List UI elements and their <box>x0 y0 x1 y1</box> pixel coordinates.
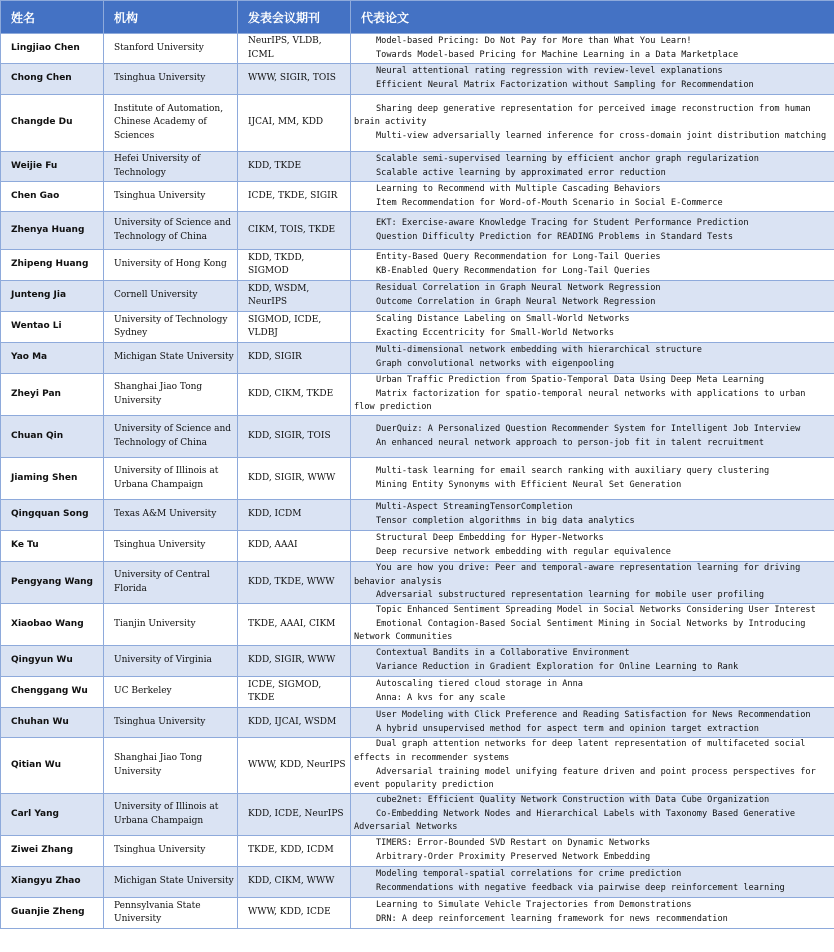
papers-cell <box>351 500 834 531</box>
name-cell: Weijie Fu <box>1 152 104 182</box>
table-body <box>1 34 834 929</box>
paper-title: Outcome Correlation in Graph Neural Network Regression <box>376 297 656 307</box>
paper-title: Efficient Neural Matrix Factorization without Sampling for Recommendation <box>376 80 754 90</box>
venues-cell: ICDE, SIGMOD, TKDE <box>238 677 351 708</box>
institution-cell: University of Illinois at Urbana Champaign <box>104 794 238 836</box>
table-row <box>1 95 834 152</box>
paper-title: Dual graph attention networks for deep latent representation of multifaceted social effects in recommender systems <box>354 739 806 763</box>
venues-cell: KDD, TKDD, SIGMOD <box>238 250 351 281</box>
paper-title: Recommendations with negative feedback via pairwise deep reinforcement learning <box>376 883 785 893</box>
table-row <box>1 708 834 738</box>
header-papers: 代表论文 <box>351 1 834 34</box>
name-cell: Lingjiao Chen <box>1 34 104 64</box>
table-row <box>1 281 834 312</box>
paper-title: Topic Enhanced Sentiment Spreading Model in Social Networks Considering User Interest <box>376 605 816 616</box>
name-cell: Chuan Qin <box>1 416 104 458</box>
paper-title: Scalable active learning by approximated error reduction <box>376 167 666 178</box>
paper-title: Learning to Recommend with Multiple Cascading Behaviors <box>376 183 661 194</box>
paper-title: Neural attentional rating regression with review-level explanations <box>376 66 723 77</box>
institution-cell: University of Science and Technology of China <box>104 416 238 458</box>
papers-cell <box>351 836 834 867</box>
institution-cell: Michigan State University <box>104 867 238 898</box>
paper-title: cube2net: Efficient Quality Network Construction with Data Cube Organization <box>376 795 770 806</box>
institution-cell: Texas A&M University <box>104 500 238 531</box>
paper-title: Scalable semi-supervised learning by efficient anchor graph regularization <box>376 153 759 164</box>
paper-title: Mining Entity Synonyms with Efficient Neural Set Generation <box>376 479 682 490</box>
table-row <box>1 374 834 416</box>
table-row <box>1 604 834 646</box>
papers-cell <box>351 898 834 929</box>
papers-cell <box>351 152 834 182</box>
name-cell: Pengyang Wang <box>1 562 104 604</box>
table-row <box>1 34 834 64</box>
papers-cell <box>351 738 834 794</box>
paper-title: Modeling temporal-spatial correlations for crime prediction <box>376 869 682 880</box>
venues-cell: WWW, SIGIR, TOIS <box>238 64 351 95</box>
name-cell: Guanjie Zheng <box>1 898 104 929</box>
papers-cell <box>351 343 834 374</box>
paper-title: Anna: A kvs for any scale <box>376 693 506 703</box>
paper-title: DuerQuiz: A Personalized Question Recommender System for Intelligent Job Interview <box>376 423 801 434</box>
name-cell: Qingquan Song <box>1 500 104 531</box>
institution-cell: Tsinghua University <box>104 531 238 562</box>
venues-cell: KDD, WSDM, NeurIPS <box>238 281 351 312</box>
venues-cell: KDD, CIKM, WWW <box>238 867 351 898</box>
table-row <box>1 531 834 562</box>
institution-cell: Michigan State University <box>104 343 238 374</box>
name-cell: Chen Gao <box>1 182 104 212</box>
name-cell: Junteng Jia <box>1 281 104 312</box>
table-row <box>1 500 834 531</box>
table-row <box>1 867 834 898</box>
venues-cell: SIGMOD, ICDE, VLDBJ <box>238 312 351 343</box>
institution-cell: UC Berkeley <box>104 677 238 708</box>
institution-cell: Shanghai Jiao Tong University <box>104 738 238 794</box>
venues-cell: KDD, ICDE, NeurIPS <box>238 794 351 836</box>
papers-cell <box>351 458 834 500</box>
venues-cell: TKDE, AAAI, CIKM <box>238 604 351 646</box>
paper-title: You are how you drive: Peer and temporal-aware representation learning for driving behavior analysis <box>354 563 801 587</box>
table-row <box>1 898 834 929</box>
papers-cell <box>351 250 834 281</box>
name-cell: Qitian Wu <box>1 738 104 794</box>
paper-title: Contextual Bandits in a Collaborative Environment <box>376 648 630 659</box>
paper-title: Autoscaling tiered cloud storage in Anna <box>376 679 583 690</box>
venues-cell: IJCAI, MM, KDD <box>238 95 351 152</box>
table-row <box>1 343 834 374</box>
paper-title: Item Recommendation for Word-of-Mouth Scenario in Social E-Commerce <box>376 197 723 208</box>
paper-title: Multi-task learning for email search ranking with auxiliary query clustering <box>376 465 770 476</box>
paper-title: Residual Correlation in Graph Neural Network Regression <box>376 283 661 294</box>
institution-cell: Tianjin University <box>104 604 238 646</box>
table-row <box>1 250 834 281</box>
venues-cell: KDD, SIGIR, WWW <box>238 458 351 500</box>
papers-cell <box>351 794 834 836</box>
venues-cell: KDD, SIGIR, TOIS <box>238 416 351 458</box>
table-row <box>1 738 834 794</box>
header-venues: 发表会议期刊 <box>238 1 351 34</box>
name-cell: Yao Ma <box>1 343 104 374</box>
name-cell: Zhenya Huang <box>1 212 104 250</box>
papers-cell <box>351 677 834 708</box>
institution-cell: Tsinghua University <box>104 182 238 212</box>
venues-cell: KDD, SIGIR, WWW <box>238 646 351 677</box>
papers-cell <box>351 64 834 95</box>
paper-title: Graph convolutional networks with eigenpooling <box>376 359 614 369</box>
paper-title: Arbitrary-Order Proximity Preserved Network Embedding <box>376 852 651 862</box>
institution-cell: University of Central Florida <box>104 562 238 604</box>
table-row <box>1 212 834 250</box>
header-institution: 机构 <box>104 1 238 34</box>
paper-title: Adversarial substructured representation learning for mobile user profiling <box>376 590 765 601</box>
paper-title: Matrix factorization for spatio-temporal neural networks with applications to urban flow prediction <box>354 388 806 413</box>
papers-cell <box>351 604 834 646</box>
table-row <box>1 562 834 604</box>
paper-title: Exacting Eccentricity for Small-World Networks <box>376 328 614 338</box>
papers-cell <box>351 34 834 64</box>
venues-cell: KDD, TKDE, WWW <box>238 562 351 604</box>
institution-cell: University of Science and Technology of China <box>104 212 238 250</box>
table-row <box>1 64 834 95</box>
venues-cell: ICDE, TKDE, SIGIR <box>238 182 351 212</box>
name-cell: Changde Du <box>1 95 104 152</box>
paper-title: A hybrid unsupervised method for aspect term and opinion target extraction <box>376 723 759 734</box>
paper-title: Multi-dimensional network embedding with hierarchical structure <box>376 345 702 356</box>
paper-title: DRN: A deep reinforcement learning framework for news recommendation <box>376 914 728 924</box>
venues-cell: KDD, AAAI <box>238 531 351 562</box>
paper-title: Variance Reduction in Gradient Exploration for Online Learning to Rank <box>376 662 739 672</box>
name-cell: Xiaobao Wang <box>1 604 104 646</box>
paper-title: Towards Model-based Pricing for Machine Learning in a Data Marketplace <box>376 49 739 60</box>
name-cell: Ke Tu <box>1 531 104 562</box>
venues-cell: KDD, SIGIR <box>238 343 351 374</box>
institution-cell: University of Technology Sydney <box>104 312 238 343</box>
institution-cell: Hefei University of Technology <box>104 152 238 182</box>
venues-cell: CIKM, TOIS, TKDE <box>238 212 351 250</box>
name-cell: Carl Yang <box>1 794 104 836</box>
papers-cell <box>351 646 834 677</box>
table-row <box>1 312 834 343</box>
paper-title: Structural Deep Embedding for Hyper-Networks <box>376 533 604 544</box>
venues-cell: TKDE, KDD, ICDM <box>238 836 351 867</box>
paper-title: Emotional Contagion-Based Social Sentiment Mining in Social Networks by Introducing Network Communities <box>354 618 806 643</box>
paper-title: Question Difficulty Prediction for READING Problems in Standard Tests <box>376 231 733 242</box>
table-row <box>1 677 834 708</box>
venues-cell: KDD, IJCAI, WSDM <box>238 708 351 738</box>
table-row <box>1 836 834 867</box>
institution-cell: Institute of Automation, Chinese Academy of Sciences <box>104 95 238 152</box>
name-cell: Zhipeng Huang <box>1 250 104 281</box>
paper-title: Urban Traffic Prediction from Spatio-Temporal Data Using Deep Meta Learning <box>376 375 765 386</box>
papers-cell <box>351 708 834 738</box>
paper-title: Multi-view adversarially learned inference for cross-domain joint distribution matching <box>376 130 827 141</box>
venues-cell: NeurIPS, VLDB, ICML <box>238 34 351 64</box>
institution-cell: Tsinghua University <box>104 836 238 867</box>
paper-title: TIMERS: Error-Bounded SVD Restart on Dynamic Networks <box>376 838 651 849</box>
table-row <box>1 458 834 500</box>
table-row <box>1 182 834 212</box>
name-cell: Qingyun Wu <box>1 646 104 677</box>
institution-cell: Pennsylvania State University <box>104 898 238 929</box>
institution-cell: Tsinghua University <box>104 708 238 738</box>
paper-title: An enhanced neural network approach to person-job fit in talent recruitment <box>376 437 765 448</box>
institution-cell: University of Illinois at Urbana Champaign <box>104 458 238 500</box>
header-name: 姓名 <box>1 1 104 34</box>
institution-cell: Shanghai Jiao Tong University <box>104 374 238 416</box>
name-cell: Xiangyu Zhao <box>1 867 104 898</box>
table-row <box>1 794 834 836</box>
paper-title: Multi-Aspect StreamingTensorCompletion <box>376 502 573 513</box>
paper-title: EKT: Exercise-aware Knowledge Tracing for Student Performance Prediction <box>376 217 749 228</box>
paper-title: Co-Embedding Network Nodes and Hierarchical Labels with Taxonomy Based Generative Adversarial Networks <box>354 808 796 833</box>
paper-title: User Modeling with Click Preference and Reading Satisfaction for News Recommendation <box>376 709 811 720</box>
table-row <box>1 152 834 182</box>
papers-cell <box>351 867 834 898</box>
paper-title: Model-based Pricing: Do Not Pay for More than What You Learn! <box>376 35 692 46</box>
institution-cell: Tsinghua University <box>104 64 238 95</box>
paper-title: Sharing deep generative representation for perceived image reconstruction from human brain activity <box>354 103 811 128</box>
venues-cell: KDD, TKDE <box>238 152 351 182</box>
table-row <box>1 646 834 677</box>
name-cell: Chuhan Wu <box>1 708 104 738</box>
venues-cell: WWW, KDD, ICDE <box>238 898 351 929</box>
papers-cell <box>351 312 834 343</box>
venues-cell: WWW, KDD, NeurIPS <box>238 738 351 794</box>
paper-title: KB-Enabled Query Recommendation for Long-Tail Queries <box>376 266 651 276</box>
papers-cell <box>351 212 834 250</box>
paper-title: Adversarial training model unifying feature driven and point process perspectives for event popularity prediction <box>354 766 816 791</box>
name-cell: Jiaming Shen <box>1 458 104 500</box>
venues-cell: KDD, ICDM <box>238 500 351 531</box>
table-row <box>1 416 834 458</box>
header-row <box>1 1 834 34</box>
name-cell: Wentao Li <box>1 312 104 343</box>
name-cell: Chong Chen <box>1 64 104 95</box>
paper-title: Scaling Distance Labeling on Small-World Networks <box>376 314 630 325</box>
papers-cell <box>351 562 834 604</box>
papers-cell <box>351 531 834 562</box>
papers-cell <box>351 374 834 416</box>
papers-cell <box>351 182 834 212</box>
paper-title: Entity-Based Query Recommendation for Long-Tail Queries <box>376 252 661 263</box>
papers-cell <box>351 95 834 152</box>
institution-cell: University of Virginia <box>104 646 238 677</box>
name-cell: Zheyi Pan <box>1 374 104 416</box>
institution-cell: University of Hong Kong <box>104 250 238 281</box>
paper-title: Learning to Simulate Vehicle Trajectories from Demonstrations <box>376 900 692 911</box>
papers-cell <box>351 416 834 458</box>
name-cell: Chenggang Wu <box>1 677 104 708</box>
name-cell: Ziwei Zhang <box>1 836 104 867</box>
papers-cell <box>351 281 834 312</box>
institution-cell: Cornell University <box>104 281 238 312</box>
institution-cell: Stanford University <box>104 34 238 64</box>
venues-cell: KDD, CIKM, TKDE <box>238 374 351 416</box>
paper-title: Tensor completion algorithms in big data analytics <box>376 516 635 526</box>
paper-title: Deep recursive network embedding with regular equivalence <box>376 547 671 557</box>
